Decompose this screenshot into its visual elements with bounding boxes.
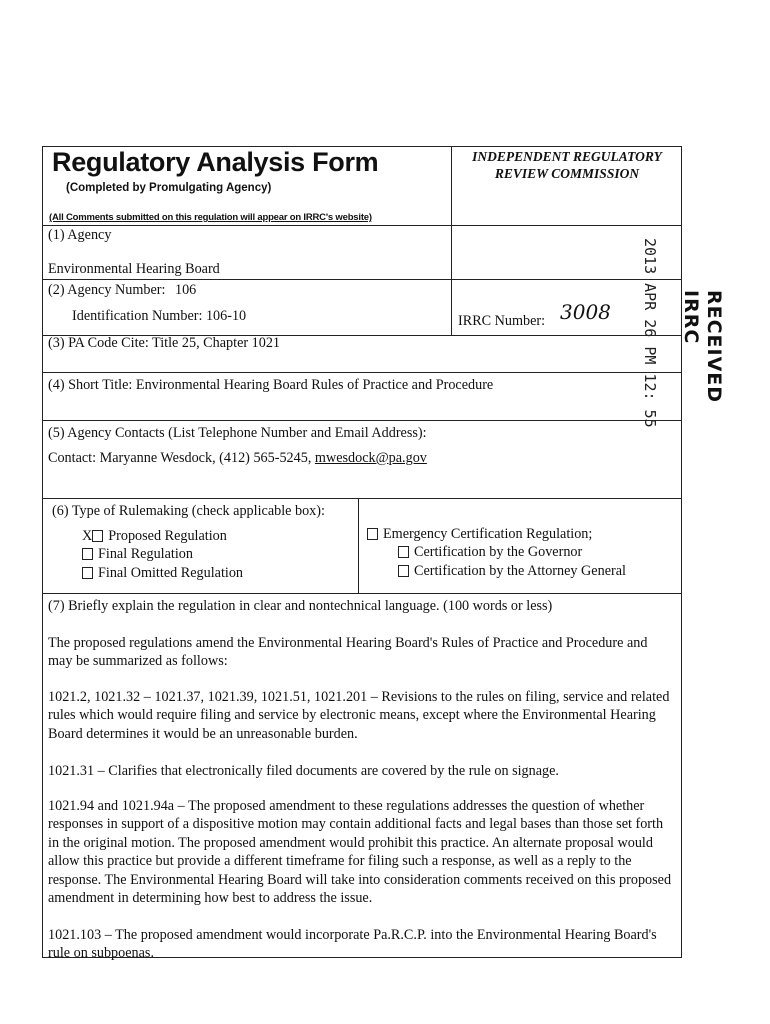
explanation-paragraph-4: 1021.94 and 1021.94a – The proposed amendment to these regulations addresses the question of whether responses in support of a dispositive motion may contain additional facts and legal bases than those set forth in the original motion. The proposed amendment would prohibit this practice. An alternate proposal would allow this practice but provide a different timeframe for filing such a response, as well as a reply to the response. The Environmental Hearing Board will take into consideration comments received on this proposed amendment in determining how best to address the issue. — [48, 798, 672, 907]
form-subtitle: (Completed by Promulgating Agency) — [66, 182, 272, 194]
short-title: (4) Short Title: Environmental Hearing Board Rules of Practice and Procedure — [48, 377, 494, 393]
rule-after-agency — [42, 279, 682, 280]
irrc-header — [454, 148, 680, 182]
agency-number-label: (2) Agency Number: — [48, 282, 166, 298]
rule-after-header — [42, 225, 682, 226]
agency-value: Environmental Hearing Board — [48, 261, 220, 277]
option-emergency[interactable] — [367, 526, 592, 543]
identification-row — [72, 308, 246, 325]
irrc-number-label: IRRC Number: — [458, 313, 546, 329]
proposed-label: Proposed Regulation — [108, 528, 227, 544]
rule-after-title — [42, 420, 682, 421]
agency-label: (1) Agency — [48, 227, 112, 243]
proposed-x-mark: X — [82, 528, 93, 544]
rule-after-rulemaking — [42, 593, 682, 594]
attorney-general-label: Certification by the Attorney General — [414, 563, 626, 579]
received-date-stamp: 2013 APR 26 PM 12: 55 — [641, 238, 659, 428]
explanation-label: (7) Briefly explain the regulation in clear and nontechnical language. (100 words or less) — [48, 598, 553, 614]
rulemaking-label: (6) Type of Rulemaking (check applicable box): — [52, 503, 325, 519]
explanation-paragraph-2: 1021.2, 1021.32 – 1021.37, 1021.39, 1021.51, 1021.201 – Revisions to the rules on filing, service and related rules which would require filing and service by electronic means, except where the Environmental Hearing Board determines it would be an unreasonable burden. — [48, 689, 670, 742]
agency-contacts-label: (5) Agency Contacts (List Telephone Number and Email Address): — [48, 425, 427, 441]
explanation-paragraph-3: 1021.31 – Clarifies that electronically filed documents are covered by the rule on signage. — [48, 763, 559, 779]
contact-email-link[interactable]: mwesdock@pa.gov — [314, 450, 427, 466]
option-final-omitted[interactable] — [82, 565, 243, 582]
identification-label: Identification Number: — [72, 308, 203, 324]
governor-label: Certification by the Governor — [414, 544, 583, 560]
received-stamp: RECEIVED — [703, 290, 725, 404]
comments-note: (All Comments submitted on this regulation will appear on IRRC's website) — [49, 212, 372, 223]
identification-value: 106-10 — [205, 308, 247, 324]
proposed-checkbox[interactable] — [92, 530, 103, 542]
final-omitted-label: Final Omitted Regulation — [98, 565, 244, 581]
rule-after-contacts — [42, 498, 682, 499]
pa-code-cite: (3) PA Code Cite: Title 25, Chapter 1021 — [48, 335, 281, 351]
final-checkbox[interactable] — [82, 548, 93, 560]
attorney-general-checkbox[interactable] — [398, 565, 409, 577]
form-title: Regulatory Analysis Form — [52, 147, 379, 177]
irrc-header-line2: REVIEW COMMISSION — [494, 166, 640, 181]
explanation-paragraph-1: The proposed regulations amend the Environmental Hearing Board's Rules of Practice and Procedure and may be summarized as follows: — [48, 635, 648, 670]
final-omitted-checkbox[interactable] — [82, 567, 93, 579]
irrc-stamp: IRRC — [680, 290, 702, 345]
final-label: Final Regulation — [98, 546, 193, 562]
emergency-checkbox[interactable] — [367, 528, 378, 540]
irrc-header-line1: INDEPENDENT REGULATORY — [472, 149, 662, 164]
option-attorney-general[interactable] — [398, 563, 626, 580]
explanation-paragraph-5: 1021.103 – The proposed amendment would incorporate Pa.R.C.P. into the Environmental Hearing Board's rule on subpoenas. — [48, 927, 657, 962]
rulemaking-divider — [358, 498, 359, 593]
governor-checkbox[interactable] — [398, 546, 409, 558]
option-governor[interactable] — [398, 544, 582, 561]
contact-text: Contact: Maryanne Wesdock, (412) 565-5245, — [48, 450, 312, 466]
option-proposed[interactable] — [82, 528, 227, 545]
irrc-number-handwritten: 3008 — [560, 300, 611, 324]
agency-number-value: 106 — [174, 282, 197, 298]
agency-number-row — [48, 282, 196, 299]
option-final[interactable] — [82, 546, 193, 563]
contact-row — [48, 450, 427, 467]
header-divider — [451, 146, 452, 335]
emergency-label: Emergency Certification Regulation; — [383, 526, 593, 542]
rule-after-code — [42, 372, 682, 373]
